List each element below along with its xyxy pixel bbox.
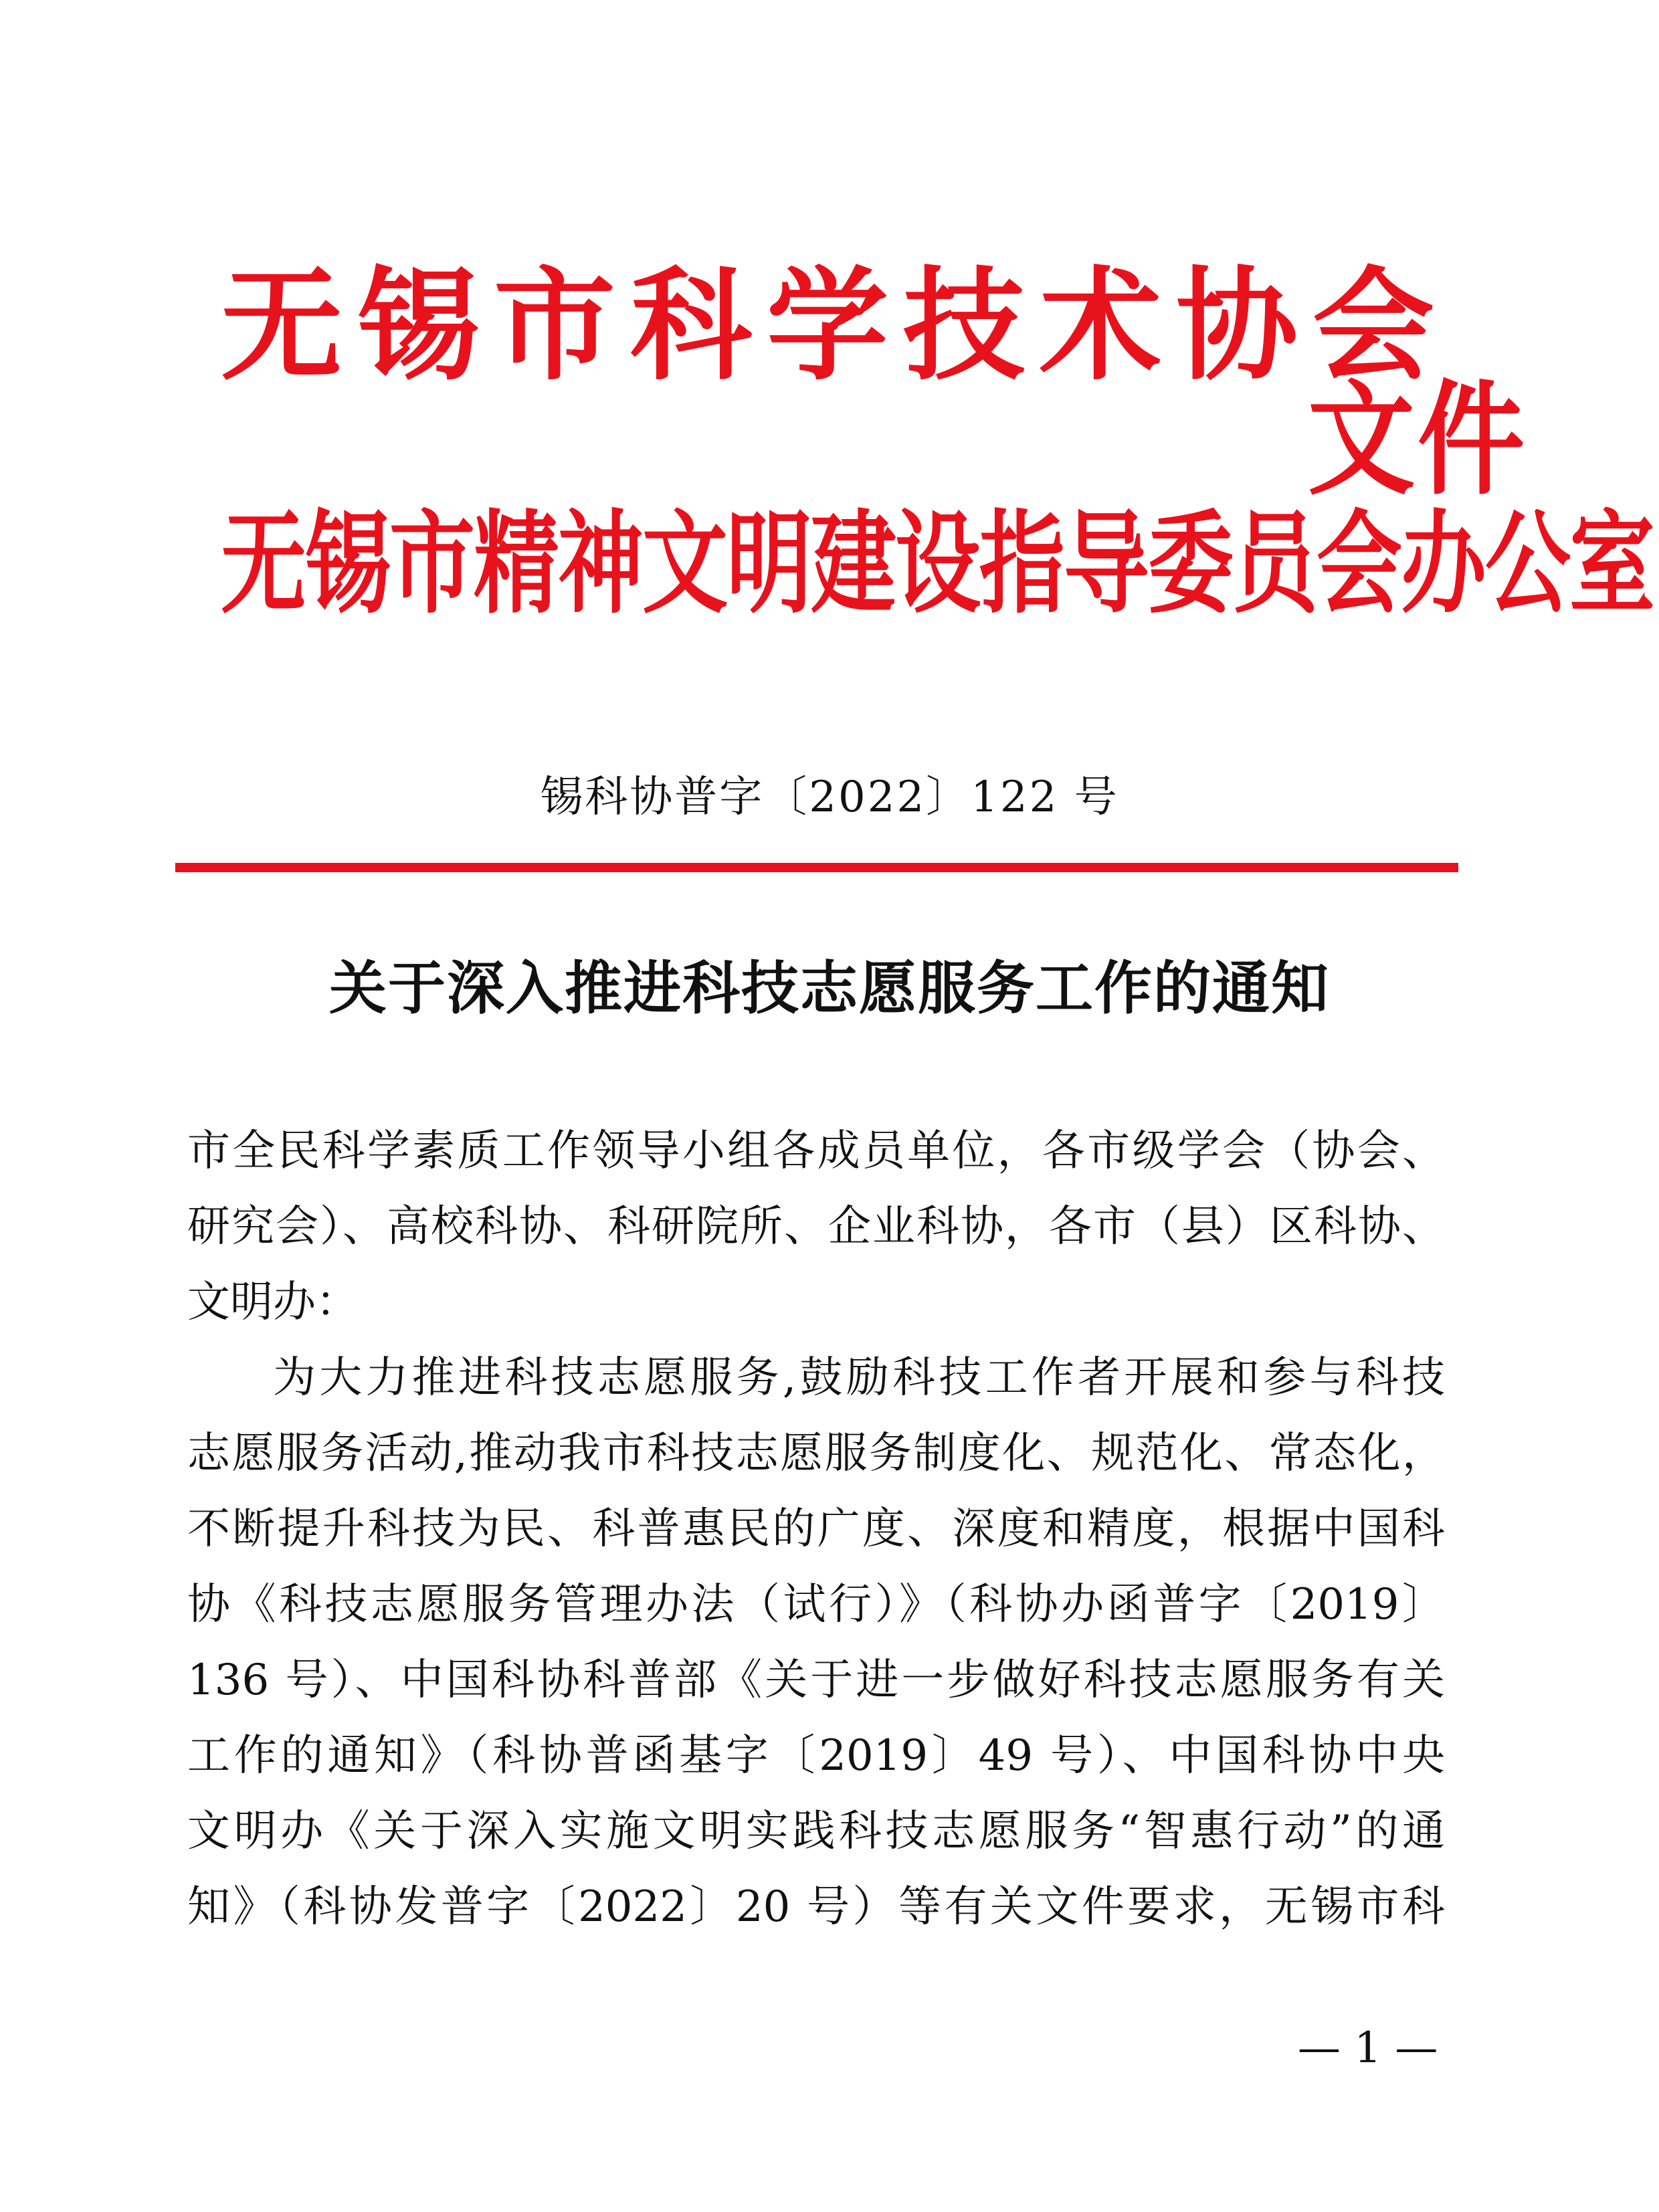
addressee-line: 文明办： [187,1278,359,1327]
document-number: 锡科协普字〔2022〕122 号 [540,773,1119,822]
paragraph-line: 文明办《关于深入实施文明实践科技志愿服务“智惠行动”的通 [187,1807,1445,1856]
notice-title: 关于深入推进科技志愿服务工作的通知 [329,954,1330,1022]
paragraph-line: 知》（科协发普字〔2022〕20 号）等有关文件要求，无锡市科 [187,1882,1445,1932]
issuer-name-2: 无锡市精神文明建设指导委员会办公室 [221,498,1654,629]
paragraph-line: 不断提升科技为民、科普惠民的广度、深度和精度，根据中国科 [187,1504,1445,1554]
paragraph-line: 为大力推进科技志愿服务,鼓励科技工作者开展和参与科技 [273,1353,1445,1403]
addressee-line: 研究会）、高校科协、科研院所、企业科协，各市（县）区科协、 [187,1202,1445,1251]
paragraph-line: 协《科技志愿服务管理办法（试行）》（科协办函普字〔2019〕 [187,1580,1445,1629]
paragraph-line: 工作的通知》（科协普函基字〔2019〕49 号）、中国科协中央 [187,1731,1445,1781]
issuer-name-1: 无锡市科学技术协会 [221,254,1449,397]
paragraph-line: 136 号）、中国科协科普部《关于进一步做好科技志愿服务有关 [187,1655,1445,1705]
document-type-label: 文件 [1308,367,1528,512]
addressee-line: 市全民科学素质工作领导小组各成员单位，各市级学会（协会、 [187,1126,1445,1176]
page-number: — 1 — [1298,2023,1438,2073]
document-body [187,1114,1445,1945]
paragraph-line: 志愿服务活动,推动我市科技志愿服务制度化、规范化、常态化， [187,1429,1445,1478]
red-separator-line [175,863,1458,872]
